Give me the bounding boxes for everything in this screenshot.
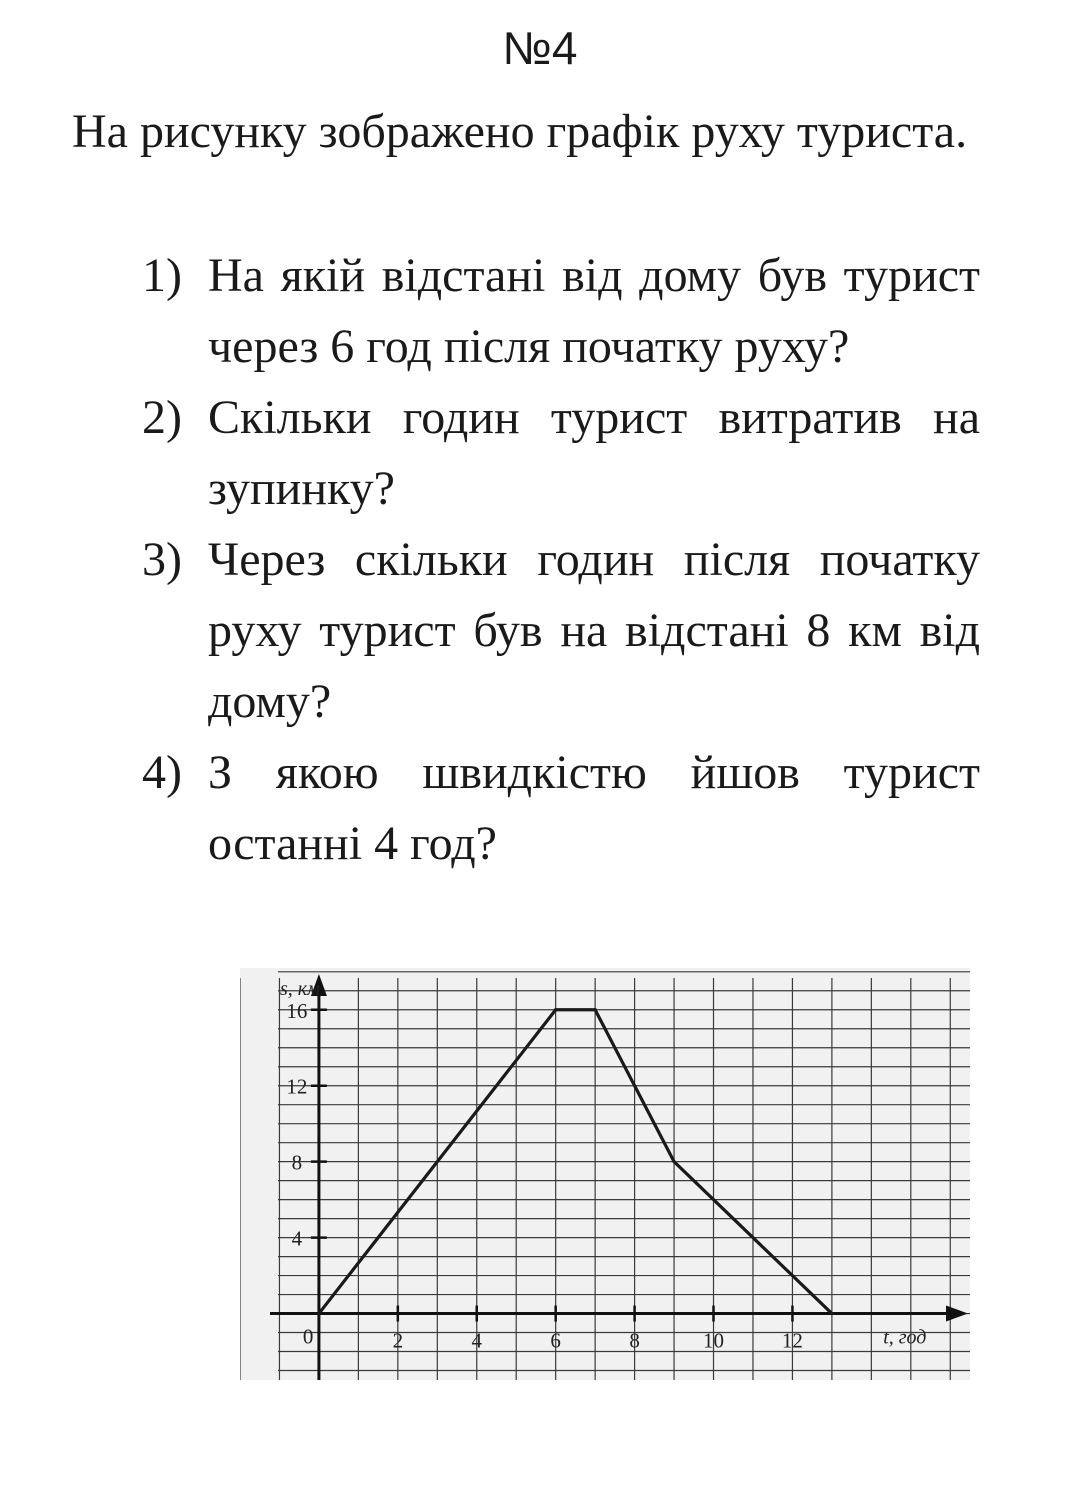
question-number: 1) [142, 249, 182, 302]
data-point [554, 1008, 557, 1011]
x-tick-label: 4 [471, 1328, 483, 1353]
question-text: З якою швидкістю йшов турист останні 4 год? [208, 746, 980, 870]
x-tick-label: 2 [392, 1328, 404, 1353]
y-tick-label: 8 [291, 1150, 303, 1175]
question-text: Скільки годин турист витратив на зупинку? [208, 391, 980, 515]
origin-label: 0 [302, 1324, 314, 1349]
x-tick-label: 12 [781, 1328, 803, 1353]
question-number: 3) [142, 533, 182, 586]
y-tick-label: 4 [291, 1226, 303, 1251]
grid [240, 972, 970, 1380]
question-text: На якій відстані від дому був турист через 6 год після початку руху? [208, 249, 980, 373]
task-intro: На рисунку зображено графік руху туриста. [72, 105, 968, 158]
x-tick-label: 6 [550, 1328, 561, 1353]
data-point [317, 1312, 320, 1315]
motion-graph-svg [240, 968, 970, 1380]
question-number: 4) [142, 746, 182, 799]
motion-graph [240, 968, 970, 1380]
data-point [830, 1312, 833, 1315]
question-text: Через скільки годин після початку руху турист був на відстані 8 км від дому? [208, 533, 980, 728]
x-axis-arrow-icon [946, 1306, 968, 1322]
question-list [0, 240, 1080, 879]
question-item [0, 524, 1080, 737]
data-point [672, 1160, 675, 1163]
tick-labels [286, 999, 803, 1353]
question-number: 2) [142, 391, 182, 444]
data-point [594, 1008, 597, 1011]
question-item [0, 240, 1080, 382]
question-item [0, 382, 1080, 524]
task-number: №4 [502, 22, 578, 74]
axes [270, 974, 968, 1380]
x-tick-label: 10 [703, 1328, 725, 1353]
ticks [311, 1010, 793, 1322]
y-axis-label: s, км [280, 978, 320, 1000]
question-item [0, 737, 1080, 879]
y-tick-label: 12 [286, 1074, 308, 1099]
x-tick-label: 8 [629, 1328, 640, 1353]
y-tick-label: 16 [286, 998, 308, 1023]
x-axis-label: t, год [883, 1326, 927, 1349]
